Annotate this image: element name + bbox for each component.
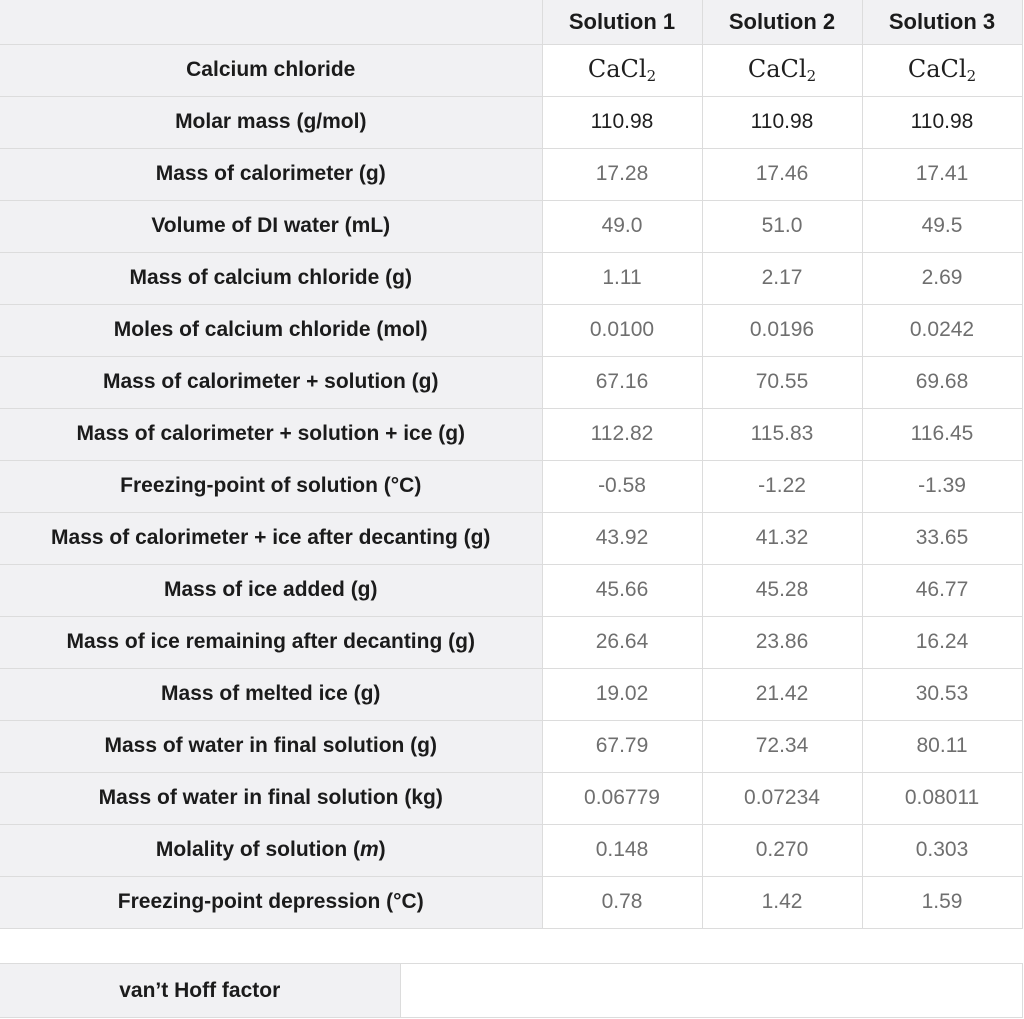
value-cell: 45.66 [542, 564, 702, 616]
value-cell: 110.98 [542, 96, 702, 148]
label-italic: m [359, 838, 379, 861]
row-calcium-chloride [0, 44, 1022, 96]
row-mass-water-g [0, 720, 1022, 772]
row-mass-ice-added [0, 564, 1022, 616]
row-label: Freezing-point of solution (°C) [0, 460, 542, 512]
value-cell: 67.79 [542, 720, 702, 772]
value-cell: 72.34 [702, 720, 862, 772]
value-cell: 16.24 [862, 616, 1022, 668]
row-label: Mass of melted ice (g) [0, 668, 542, 720]
value-cell: 51.0 [702, 200, 862, 252]
row-label: Calcium chloride [0, 44, 542, 96]
formula-cell [702, 44, 862, 96]
value-cell: 2.69 [862, 252, 1022, 304]
row-mass-calorimeter-ice-decanting [0, 512, 1022, 564]
row-label: Mass of calorimeter + ice after decanting (g) [0, 512, 542, 564]
value-cell: 69.68 [862, 356, 1022, 408]
row-freezing-point-depression [0, 876, 1022, 928]
row-mass-melted-ice [0, 668, 1022, 720]
value-cell: 0.270 [702, 824, 862, 876]
row-label: Mass of calorimeter + solution (g) [0, 356, 542, 408]
row-label: Mass of ice remaining after decanting (g) [0, 616, 542, 668]
row-label: Mass of water in final solution (kg) [0, 772, 542, 824]
value-cell: 0.0242 [862, 304, 1022, 356]
vant-hoff-row [0, 964, 1022, 1018]
value-cell: 17.41 [862, 148, 1022, 200]
value-cell: 110.98 [862, 96, 1022, 148]
value-cell: 17.28 [542, 148, 702, 200]
header-solution-3: Solution 3 [862, 0, 1022, 44]
value-cell: 1.42 [702, 876, 862, 928]
row-label [0, 824, 542, 876]
row-mass-ice-remaining [0, 616, 1022, 668]
row-freezing-point [0, 460, 1022, 512]
value-cell: 0.0100 [542, 304, 702, 356]
formula-subscript: 2 [646, 67, 657, 85]
value-cell: 1.59 [862, 876, 1022, 928]
header-solution-2: Solution 2 [702, 0, 862, 44]
value-cell: 33.65 [862, 512, 1022, 564]
value-cell: 17.46 [702, 148, 862, 200]
formula-subscript: 2 [806, 67, 817, 85]
row-molar-mass [0, 96, 1022, 148]
row-mass-calcium-chloride [0, 252, 1022, 304]
value-cell: 0.0196 [702, 304, 862, 356]
value-cell: 112.82 [542, 408, 702, 460]
value-cell: 2.17 [702, 252, 862, 304]
value-cell: 23.86 [702, 616, 862, 668]
value-cell: 46.77 [862, 564, 1022, 616]
value-cell: 26.64 [542, 616, 702, 668]
row-label: Volume of DI water (mL) [0, 200, 542, 252]
header-solution-1: Solution 1 [542, 0, 702, 44]
value-cell: 0.07234 [702, 772, 862, 824]
row-label: Mass of water in final solution (g) [0, 720, 542, 772]
vant-hoff-label: van’t Hoff factor [0, 964, 400, 1018]
value-cell: 0.303 [862, 824, 1022, 876]
formula-subscript: 2 [966, 67, 977, 85]
value-cell: -1.22 [702, 460, 862, 512]
row-label: Moles of calcium chloride (mol) [0, 304, 542, 356]
row-volume-water [0, 200, 1022, 252]
formula-text: CaCl [747, 55, 807, 83]
value-cell: 49.5 [862, 200, 1022, 252]
value-cell: 116.45 [862, 408, 1022, 460]
value-cell: 1.11 [542, 252, 702, 304]
row-label: Freezing-point depression (°C) [0, 876, 542, 928]
value-cell: -1.39 [862, 460, 1022, 512]
row-molality [0, 824, 1022, 876]
value-cell: 70.55 [702, 356, 862, 408]
value-cell: 67.16 [542, 356, 702, 408]
value-cell: 45.28 [702, 564, 862, 616]
value-cell: 80.11 [862, 720, 1022, 772]
value-cell: 110.98 [702, 96, 862, 148]
label-prefix: Molality of solution ( [155, 838, 360, 861]
row-mass-calorimeter [0, 148, 1022, 200]
header-row [0, 0, 1022, 44]
value-cell: 41.32 [702, 512, 862, 564]
row-mass-water-kg [0, 772, 1022, 824]
value-cell: 19.02 [542, 668, 702, 720]
row-label: Mass of ice added (g) [0, 564, 542, 616]
row-label: Mass of calorimeter + solution + ice (g) [0, 408, 542, 460]
formula-cell [542, 44, 702, 96]
label-suffix: ) [378, 838, 386, 861]
value-cell: 21.42 [702, 668, 862, 720]
value-cell: 49.0 [542, 200, 702, 252]
row-mass-calorimeter-solution-ice [0, 408, 1022, 460]
formula-text: CaCl [907, 55, 967, 83]
vant-hoff-input[interactable] [400, 964, 1022, 1018]
row-mass-calorimeter-solution [0, 356, 1022, 408]
row-label: Molar mass (g/mol) [0, 96, 542, 148]
vant-hoff-table [0, 963, 1023, 1018]
row-label: Mass of calorimeter (g) [0, 148, 542, 200]
value-cell: 0.06779 [542, 772, 702, 824]
value-cell: 0.08011 [862, 772, 1022, 824]
value-cell: 115.83 [702, 408, 862, 460]
value-cell: 0.148 [542, 824, 702, 876]
value-cell: 30.53 [862, 668, 1022, 720]
formula-text: CaCl [587, 55, 647, 83]
formula-cell [862, 44, 1022, 96]
header-corner [0, 0, 542, 44]
row-label: Mass of calcium chloride (g) [0, 252, 542, 304]
value-cell: -0.58 [542, 460, 702, 512]
value-cell: 43.92 [542, 512, 702, 564]
value-cell: 0.78 [542, 876, 702, 928]
row-moles-calcium-chloride [0, 304, 1022, 356]
